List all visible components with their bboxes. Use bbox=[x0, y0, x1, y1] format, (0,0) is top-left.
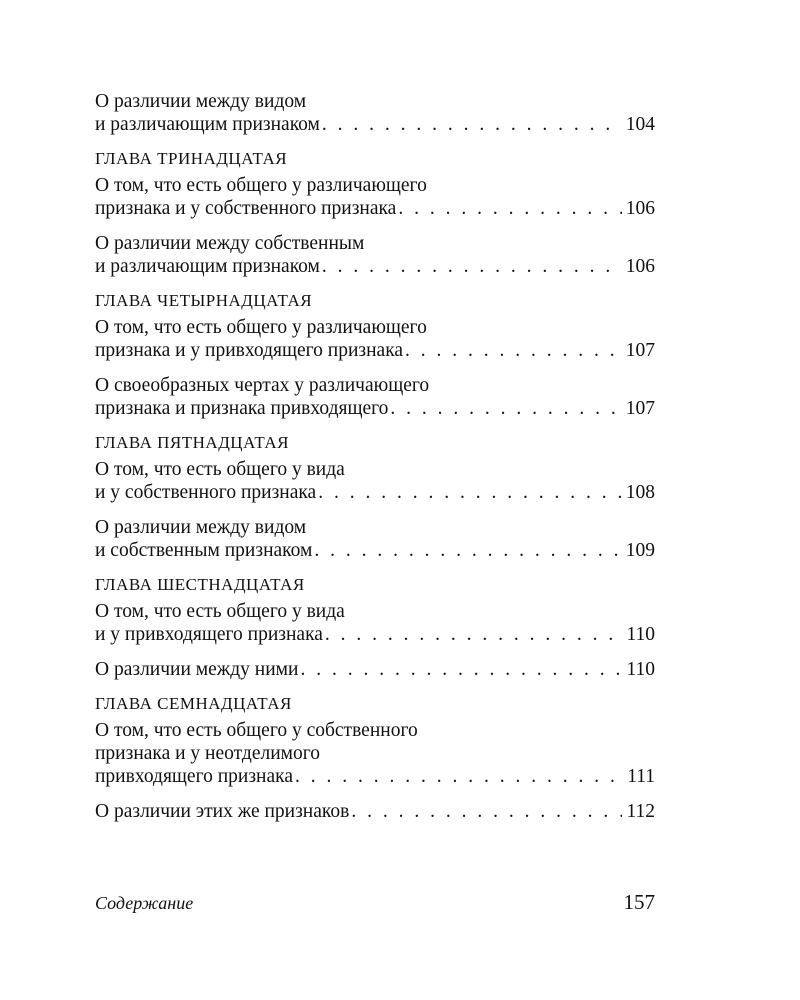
dot-leader bbox=[351, 800, 622, 823]
toc-entry-text: и различающим признаком bbox=[95, 114, 320, 135]
toc-entry-text: О том, что есть общего у собственного bbox=[95, 720, 418, 741]
toc-page-number: 110 bbox=[626, 624, 655, 645]
toc-page-number: 112 bbox=[626, 801, 655, 822]
toc-entry-text: О своеобразных чертах у различающего bbox=[95, 375, 430, 396]
toc-page-number: 111 bbox=[627, 766, 655, 787]
toc-entry-last-line bbox=[95, 800, 655, 823]
toc-entry-text: и собственным признаком bbox=[95, 540, 313, 561]
dot-leader bbox=[322, 113, 622, 136]
dot-leader bbox=[398, 197, 621, 220]
toc-entry-last-line bbox=[95, 113, 655, 136]
dot-leader bbox=[325, 623, 623, 646]
toc-entry-last-line bbox=[95, 623, 655, 646]
toc-entry-text: О различии между видом bbox=[95, 517, 307, 538]
chapter-heading: ГЛАВА ЧЕТЫРНАДЦАТАЯ bbox=[95, 291, 313, 310]
toc-entry-last-line bbox=[95, 481, 655, 504]
page-number: 157 bbox=[623, 890, 655, 914]
toc-page-number: 104 bbox=[625, 114, 655, 135]
dot-leader bbox=[300, 658, 622, 681]
toc-page-number: 110 bbox=[626, 659, 655, 680]
toc-entry bbox=[95, 174, 655, 220]
toc-entry-text: О различии между собственным bbox=[95, 233, 365, 254]
toc-entry-text: признака и у неотделимого bbox=[95, 743, 321, 764]
toc-entry-text: О различии этих же признаков bbox=[95, 801, 350, 822]
toc-entry-text: О том, что есть общего у вида bbox=[95, 459, 345, 480]
toc-entry-text: и у собственного признака bbox=[95, 482, 317, 503]
toc-entry-text: и различающим признаком bbox=[95, 256, 320, 277]
toc-entry-text: О том, что есть общего у различающего bbox=[95, 317, 427, 338]
chapter-heading: ГЛАВА СЕМНАДЦАТАЯ bbox=[95, 694, 292, 713]
toc-entry-last-line bbox=[95, 765, 655, 788]
toc-entry-last-line bbox=[95, 197, 655, 220]
toc-page-number: 108 bbox=[625, 482, 655, 503]
toc-entry-last-line bbox=[95, 255, 655, 278]
toc-entry bbox=[95, 516, 655, 562]
toc-entry bbox=[95, 800, 655, 823]
chapter-heading: ГЛАВА ПЯТНАДЦАТАЯ bbox=[95, 433, 290, 452]
toc-entry-last-line bbox=[95, 539, 655, 562]
toc-entry-text: О различии между ними bbox=[95, 659, 299, 680]
toc-entry bbox=[95, 658, 655, 681]
toc-page-number: 106 bbox=[625, 256, 655, 277]
dot-leader bbox=[314, 539, 621, 562]
dot-leader bbox=[390, 397, 621, 420]
toc-entry-last-line bbox=[95, 397, 655, 420]
toc-entry-text: привходящего признака bbox=[95, 766, 293, 787]
toc-entry-text: О том, что есть общего у вида bbox=[95, 601, 345, 622]
toc-entry-text: О том, что есть общего у различающего bbox=[95, 175, 427, 196]
toc-entry bbox=[95, 232, 655, 278]
running-title: Содержание bbox=[95, 893, 194, 913]
toc-entry-text: признака и у привходящего признака bbox=[95, 340, 404, 361]
dot-leader bbox=[318, 481, 622, 504]
toc-page-number: 107 bbox=[625, 340, 655, 361]
toc-page-number: 106 bbox=[625, 198, 655, 219]
toc-entry-text: и у привходящего признака bbox=[95, 624, 323, 645]
toc-page-number: 107 bbox=[625, 398, 655, 419]
dot-leader bbox=[405, 339, 622, 362]
chapter-heading: ГЛАВА ШЕСТНАДЦАТАЯ bbox=[95, 575, 305, 594]
toc-entry bbox=[95, 458, 655, 504]
toc-entry-last-line bbox=[95, 658, 655, 681]
chapter-heading: ГЛАВА ТРИНАДЦАТАЯ bbox=[95, 149, 288, 168]
toc-entry bbox=[95, 90, 655, 136]
toc-entry-text: О различии между видом bbox=[95, 91, 307, 112]
toc-entry bbox=[95, 719, 655, 788]
toc-entry bbox=[95, 374, 655, 420]
table-of-contents bbox=[95, 90, 655, 835]
dot-leader bbox=[295, 765, 623, 788]
toc-entry bbox=[95, 316, 655, 362]
toc-entry bbox=[95, 600, 655, 646]
page-footer bbox=[95, 890, 655, 915]
toc-entry-text: признака и признака привходящего bbox=[95, 398, 389, 419]
toc-page-number: 109 bbox=[625, 540, 655, 561]
dot-leader bbox=[322, 255, 622, 278]
toc-entry-text: признака и у собственного признака bbox=[95, 198, 397, 219]
toc-entry-last-line bbox=[95, 339, 655, 362]
